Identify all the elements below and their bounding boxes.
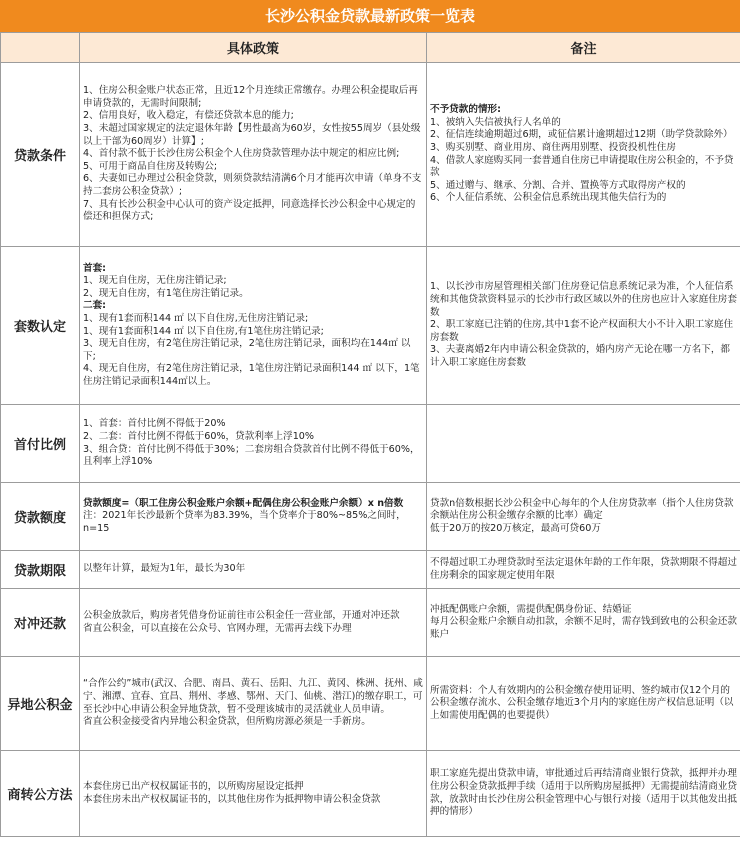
policy-subtitle: 首套:: [83, 262, 107, 274]
policy-line: 4、现无自住房，有2笔住房注销记录，1笔住房注销记录面积144 ㎡ 以下，1笔住房注销记录面积144㎡以上。: [83, 363, 420, 387]
remark-line: 冲抵配偶账户余额，需提供配偶身份证、结婚证: [430, 603, 632, 615]
remark-line: 不得超过职工办理贷款时至法定退休年龄的工作年限，贷款期限不得超过住房剩余的国家规定使用年限: [430, 556, 737, 581]
remark-cell: [427, 247, 740, 405]
remark-cell: [427, 551, 740, 589]
policy-cell: [80, 551, 427, 589]
policy-cell: [80, 589, 427, 657]
table-row-loan-conditions: [1, 63, 740, 247]
remark-cell: [427, 483, 740, 551]
remark-line: 2、征信连续逾期超过6期，或征信累计逾期超过12期（助学贷款除外）: [430, 129, 733, 141]
header-category: [1, 33, 80, 63]
remark-line: 所需资料：个人有效期内的公积金缴存使用证明、签约城市仅12个月的公积金缴存流水、公积金缴存地近3个月内的家庭住房产权信息证明（以上如需使用配偶的也要提供）: [430, 684, 734, 721]
policy-line: 注：2021年长沙最新个贷率为83.39%，当个贷率介于80%~85%之间时，n=15: [83, 510, 406, 534]
remark-cell: [427, 405, 740, 483]
policy-line: 3、组合贷：首付比例不得低于30%；二套房组合贷款首付比例不得低于60%，且利率上浮10%: [83, 443, 420, 468]
remark-line: 低于20万的按20万核定，最高可贷60万: [430, 522, 601, 534]
remark-line: 5、通过赠与、继承、分割、合并、置换等方式取得房产权的: [430, 179, 686, 191]
policy-line: 3、未超过国家规定的法定退休年龄【男性最高为60岁，女性按55周岁（县处级以上干部为60周岁）计算】;: [83, 123, 421, 147]
remark-line: 1、以长沙市房屋管理相关部门住房登记信息系统记录为准，个人征信系统和其他贷款资料显示的长沙市行政区域以外的住房也应计入家庭住房套数: [430, 281, 737, 318]
table-row-loan-term: [1, 551, 740, 589]
table-row-offset-repayment: [1, 589, 740, 657]
page-title: 长沙公积金贷款最新政策一览表: [0, 0, 740, 32]
policy-line: 7、具有长沙公积金中心认可的资产设定抵押，同意选择长沙公积金中心规定的偿还和担保方式;: [83, 198, 416, 223]
policy-line: 1、首套：首付比例不得低于20%: [83, 418, 226, 430]
policy-line: 省直公积金，可以直接在公众号、官网办理，无需再去线下办理: [83, 622, 352, 634]
remark-line: 1、被纳入失信被执行人名单的: [430, 116, 561, 128]
policy-line: 4、首付款不低于长沙住房公积金个人住房贷款管理办法中规定的相应比例;: [83, 148, 400, 160]
policy-line: 本套住房已出产权权属证书的，以所购房屋设定抵押: [83, 780, 304, 792]
table-row-house-count: [1, 247, 740, 405]
table-row-loan-amount: [1, 483, 740, 551]
policy-table: [0, 32, 740, 837]
policy-line: 以整年计算，最短为1年，最长为30年: [83, 563, 246, 575]
remark-line: 3、夫妻离婚2年内申请公积金贷款的，婚内房产无论在哪一方名下，都计入职工家庭住房套数: [430, 344, 731, 368]
category-cell: 贷款额度: [1, 483, 80, 551]
remark-cell: [427, 657, 740, 751]
policy-line: 公积金放款后，购房者凭借身份证前往市公积金任一营业部，开通对冲还款: [83, 609, 400, 621]
table-row-commercial-to-fund: [1, 751, 740, 837]
category-cell: 商转公方法: [1, 751, 80, 837]
policy-line: “合作公约”城市(武汉、合肥、南昌、黄石、岳阳、九江、黄冈、株洲、抚州、咸宁、湘潭、宜春、宜昌、荆州、孝感、鄂州、天门、仙桃、潜江)的缴存职工，可至长沙中心申请公积金异地贷款，暂不受理该城市的灵活就业人员申请。: [83, 678, 423, 715]
policy-cell: [80, 63, 427, 247]
policy-line: 1、现无自住房，无住房注销记录;: [83, 275, 227, 287]
policy-cell: [80, 657, 427, 751]
policy-line: 1、现有1套而积144 ㎡ 以下自住房,无住房注销记录;: [83, 312, 309, 324]
table-row-down-payment: [1, 405, 740, 483]
remark-cell: [427, 751, 740, 837]
policy-formula: 贷款额度=（职工住房公积金账户余额+配偶住房公积金账户余额）x n倍数: [83, 497, 404, 509]
policy-cell: [80, 483, 427, 551]
policy-line: 本套住房未出产权权属证书的，以其他住房作为抵押物申请公积金贷款: [83, 793, 381, 805]
policy-line: 2、信用良好，收入稳定，有偿还贷款本息的能力;: [83, 110, 294, 122]
remark-line: 每月公积金账户余额自动扣款，余额不足时，需存钱到致电的公积金还款账户: [430, 616, 737, 640]
remark-line: 职工家庭先提出贷款申请，审批通过后再结清商业银行贷款，抵押并办理住房公积金贷款抵押手续（适用于以所购房屋抵押）无需提前结清商业贷款，放款时由长沙住房公积金管理中心与银行对接（适用于以其他发出抵押的情形）: [430, 768, 737, 818]
category-cell: 异地公积金: [1, 657, 80, 751]
header-policy: 具体政策: [80, 33, 427, 63]
policy-line: 1、住房公积金账户状态正常，且近12个月连续正常缴存。办理公积金提取后再申请贷款的，无需时间限制;: [83, 85, 418, 109]
remark-line: 4、借款人家庭购买同一套普通自住房已申请提取住房公积金的，不予贷款: [430, 154, 734, 179]
table-row-remote-fund: [1, 657, 740, 751]
policy-line: 省直公积金接受省内异地公积金贷款，但所购房源必须是一手新房。: [83, 716, 371, 728]
remark-line: 2、职工家庭已注销的住房,其中1套不论产权面积大小不计入职工家庭住房套数: [430, 319, 734, 343]
policy-line: 3、现无自住房，有2笔住房注销记录，2笔住房注销记录，面积均在144㎡ 以下;: [83, 338, 411, 362]
policy-line: 5、可用于商品自住房及转购公;: [83, 160, 218, 172]
policy-cell: [80, 751, 427, 837]
policy-cell: [80, 405, 427, 483]
category-cell: 对冲还款: [1, 589, 80, 657]
remark-line: 6、个人征信系统、公积金信息系统出现其他失信行为的: [430, 192, 667, 204]
category-cell: 贷款条件: [1, 63, 80, 247]
table-header-row: [1, 33, 740, 63]
policy-line: 6、夫妻如已办理过公积金贷款，则须贷款结清满6个月才能再次申请（单身不支持二套房公积金贷款）;: [83, 173, 422, 197]
policy-line: 2、二套：首付比例不得低于60%，贷款利率上浮10%: [83, 430, 315, 442]
remark-line: 3、购买别墅、商业用房、商住两用别墅、投资投机性住房: [430, 141, 676, 153]
remark-cell: [427, 63, 740, 247]
policy-line: 1、现有1套面积144 ㎡ 以下自住房,有1笔住房注销记录;: [83, 325, 324, 337]
header-remark: 备注: [427, 33, 740, 63]
remark-cell: [427, 589, 740, 657]
remark-title: 不予贷款的情形:: [430, 104, 501, 116]
policy-line: 2、现无自住房，有1笔住房注销记录。: [83, 287, 249, 299]
remark-line: 贷款n倍数根据长沙公积金中心每年的个人住房贷款率（指个人住房贷款余额站住房公积金缴存余额的比率）确定: [430, 497, 734, 522]
policy-cell: [80, 247, 427, 405]
category-cell: 套数认定: [1, 247, 80, 405]
category-cell: 首付比例: [1, 405, 80, 483]
category-cell: 贷款期限: [1, 551, 80, 589]
policy-subtitle: 二套:: [83, 300, 107, 312]
